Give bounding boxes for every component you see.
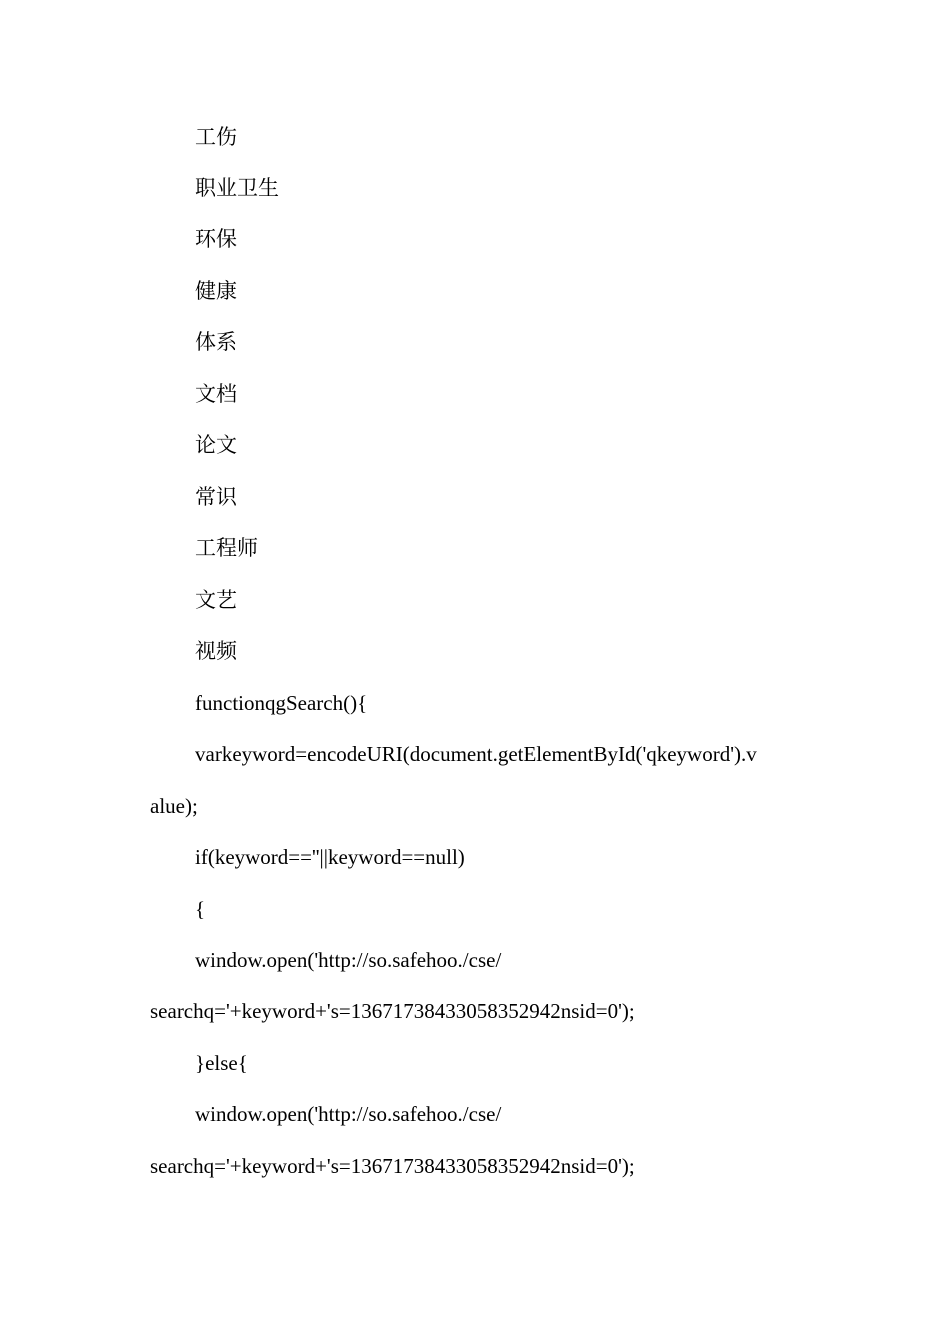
code-line-window-open-1-cont: searchq='+keyword+'s=13671738433058352942nsid=0');: [150, 999, 635, 1023]
text-line-wenyi: 文艺: [195, 588, 237, 612]
code-line-if: if(keyword==''||keyword==null): [195, 845, 465, 869]
code-line-window-open-2-cont: searchq='+keyword+'s=13671738433058352942nsid=0');: [150, 1154, 635, 1178]
text-line-gongchengshi: 工程师: [195, 536, 258, 560]
text-line-wendang: 文档: [195, 382, 237, 406]
code-line-window-open-2: window.open('http://so.safehoo./cse/: [195, 1102, 502, 1126]
text-line-jiankang: 健康: [195, 279, 237, 303]
code-line-window-open-1: window.open('http://so.safehoo./cse/: [195, 948, 502, 972]
text-line-gongshang: 工伤: [195, 125, 237, 149]
text-line-lunwen: 论文: [195, 433, 237, 457]
text-line-tixi: 体系: [195, 330, 237, 354]
text-line-changshi: 常识: [195, 485, 237, 509]
code-line-function-decl: functionqgSearch(){: [195, 691, 368, 715]
code-line-open-brace: {: [195, 897, 206, 921]
code-line-var-keyword: varkeyword=encodeURI(document.getElementById('qkeyword').v: [195, 742, 757, 766]
code-line-else: }else{: [195, 1051, 248, 1075]
code-line-var-keyword-cont: alue);: [150, 794, 198, 818]
text-line-zhiye-weisheng: 职业卫生: [195, 176, 279, 200]
text-line-shipin: 视频: [195, 639, 237, 663]
text-line-huanbao: 环保: [195, 227, 237, 251]
